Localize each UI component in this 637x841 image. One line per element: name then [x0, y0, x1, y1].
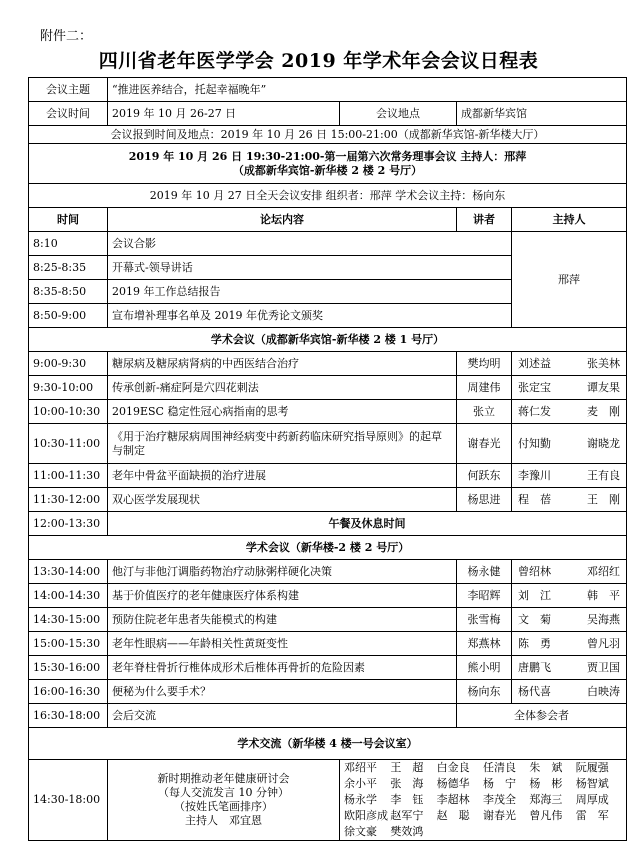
participant-name: 杨 宁 — [483, 777, 517, 790]
session-hosts — [512, 424, 627, 464]
host-1: 程 蓓 — [518, 492, 551, 506]
opening-topic: 会议合影 — [108, 232, 512, 256]
session-hosts — [512, 608, 627, 632]
header-topic: 论坛内容 — [108, 208, 457, 232]
host-1: 杨代喜 — [518, 684, 551, 698]
session-hosts — [512, 584, 627, 608]
opening-row — [29, 232, 627, 256]
opening-topic: 开幕式-领导讲话 — [108, 256, 512, 280]
participant-name: 曾凡伟 — [529, 809, 563, 822]
opening-time: 8:25-8:35 — [29, 256, 108, 280]
opening-host: 邢萍 — [512, 232, 627, 328]
session-topic: 双心医学发展现状 — [108, 488, 457, 512]
session-topic: 糖尿病及糖尿病肾病的中西医结合治疗 — [108, 352, 457, 376]
participant-name: 杨智斌 — [575, 777, 609, 790]
participant-name: 任清良 — [483, 761, 517, 774]
session-time: 14:30-15:00 — [29, 608, 108, 632]
session-time: 11:30-12:00 — [29, 488, 108, 512]
participant-name: 杨 彬 — [529, 777, 563, 790]
participant-name: 赵军宁 — [390, 809, 424, 822]
opening-topic: 宣布增补理事名单及 2019 年优秀论文颁奖 — [108, 304, 512, 328]
host-2: 王有良 — [587, 468, 621, 482]
closing-time: 16:30-18:00 — [29, 704, 108, 728]
lunch-time: 12:00-13:30 — [29, 512, 108, 536]
host-1: 陈 勇 — [518, 636, 551, 650]
session-row — [29, 560, 627, 584]
forum-desc-line: （每人交流发言 10 分钟） — [158, 786, 289, 799]
forum-participants — [340, 760, 627, 841]
session-hosts — [512, 488, 627, 512]
session-topic: 他汀与非他汀调脂药物治疗动脉粥样硬化决策 — [108, 560, 457, 584]
lunch-label: 午餐及休息时间 — [108, 512, 627, 536]
session-time: 16:00-16:30 — [29, 680, 108, 704]
session-topic: 老年性眼病——年龄相关性黄斑变性 — [108, 632, 457, 656]
schedule-table — [28, 77, 627, 841]
session-row — [29, 656, 627, 680]
participant-name: 周厚成 — [575, 793, 609, 806]
closing-attendees: 全体参会者 — [457, 704, 627, 728]
participant-name: 欧阳彦成 — [344, 809, 388, 822]
participant-name: 阮履强 — [575, 761, 609, 774]
session-topic: 传承创新-痛症阿是穴四花刺法 — [108, 376, 457, 400]
header-speaker: 讲者 — [457, 208, 512, 232]
participant-name: 王 超 — [390, 761, 424, 774]
participant-name: 邓绍平 — [344, 761, 377, 774]
section2-title: 学术会议（新华楼-2 楼 2 号厅） — [29, 536, 627, 560]
session-row — [29, 584, 627, 608]
host-2: 邓绍红 — [587, 564, 621, 578]
participant-name: 李茂全 — [483, 793, 517, 806]
participant-name: 谢春光 — [483, 809, 517, 822]
host-1: 付知勤 — [518, 436, 551, 450]
session-hosts — [512, 376, 627, 400]
host-1: 张定宝 — [518, 380, 551, 394]
session-hosts — [512, 560, 627, 584]
participant-name: 郑海三 — [529, 793, 563, 806]
session-hosts — [512, 656, 627, 680]
theme-row — [29, 78, 627, 102]
header-time: 时间 — [29, 208, 108, 232]
host-2: 张美林 — [587, 356, 621, 370]
session-speaker: 杨永健 — [457, 560, 512, 584]
session-row — [29, 632, 627, 656]
participant-name: 杨德华 — [436, 777, 470, 790]
session-speaker: 樊均明 — [457, 352, 512, 376]
session-hosts — [512, 352, 627, 376]
forum-desc-line: （按姓氏笔画排序） — [174, 800, 273, 813]
host-2: 韩 平 — [587, 588, 621, 602]
opening-time: 8:50-9:00 — [29, 304, 108, 328]
session-hosts — [512, 400, 627, 424]
session-speaker: 何跃东 — [457, 464, 512, 488]
time-value: 2019 年 10 月 26-27 日 — [108, 102, 340, 126]
session-time: 14:00-14:30 — [29, 584, 108, 608]
host-2: 贾卫国 — [587, 660, 621, 674]
session-hosts — [512, 464, 627, 488]
session-row — [29, 400, 627, 424]
closing-row — [29, 704, 627, 728]
host-1: 蒋仁发 — [518, 404, 551, 418]
participant-name: 徐文豪 — [344, 825, 377, 838]
forum-desc-line: 主持人 邓宜恩 — [185, 814, 262, 827]
attachment-label: 附件二： — [40, 29, 93, 44]
session-speaker: 张雪梅 — [457, 608, 512, 632]
session-time: 9:30-10:00 — [29, 376, 108, 400]
council-line-2: （成都新华宾馆-新华楼 2 楼 2 号厅） — [232, 163, 423, 177]
session-topic: 基于价值医疗的老年健康医疗体系构建 — [108, 584, 457, 608]
participant-name: 杨永学 — [344, 793, 377, 806]
host-2: 麦 刚 — [587, 404, 621, 418]
session-topic: 便秘为什么要手术？ — [108, 680, 457, 704]
session-row — [29, 352, 627, 376]
checkin-info: 会议报到时间及地点：2019 年 10 月 26 日 15:00-21:00（成都新华宾馆-新华楼大厅） — [29, 126, 627, 144]
session-speaker: 杨思进 — [457, 488, 512, 512]
host-1: 李豫川 — [518, 468, 551, 482]
participant-name: 白金良 — [436, 761, 470, 774]
opening-topic: 2019 年工作总结报告 — [108, 280, 512, 304]
session-row — [29, 376, 627, 400]
theme-value: “推进医养结合，托起幸福晚年” — [108, 78, 627, 102]
page-title: 四川省老年医学学会 2019 年学术年会会议日程表 — [98, 50, 539, 72]
place-value: 成都新华宾馆 — [457, 102, 627, 126]
participant-name: 雷 军 — [575, 809, 609, 822]
council-meeting — [29, 144, 627, 184]
day2-info: 2019 年 10 月 27 日全天会议安排 组织者：邢萍 学术会议主持：杨向东 — [29, 184, 627, 208]
session-hosts — [512, 680, 627, 704]
session-speaker: 熊小明 — [457, 656, 512, 680]
time-label: 会议时间 — [29, 102, 108, 126]
session-hosts — [512, 632, 627, 656]
host-1: 曾绍林 — [518, 564, 551, 578]
theme-label: 会议主题 — [29, 78, 108, 102]
participant-name: 李 钰 — [390, 793, 424, 806]
participant-name: 李超林 — [436, 793, 470, 806]
participant-name: 樊效鸿 — [390, 825, 424, 838]
time-place-row — [29, 102, 627, 126]
header-row — [29, 208, 627, 232]
session-time: 13:30-14:00 — [29, 560, 108, 584]
host-1: 文 菊 — [518, 612, 551, 626]
forum-time: 14:30-18:00 — [29, 760, 108, 841]
session-row — [29, 488, 627, 512]
participant-list — [344, 761, 622, 839]
header-host: 主持人 — [512, 208, 627, 232]
session-speaker: 杨向东 — [457, 680, 512, 704]
host-1: 刘述益 — [518, 356, 551, 370]
session-time: 11:00-11:30 — [29, 464, 108, 488]
forum-row — [29, 760, 627, 841]
opening-time: 8:10 — [29, 232, 108, 256]
participant-name: 张 海 — [390, 777, 424, 790]
closing-topic: 会后交流 — [108, 704, 457, 728]
session-row — [29, 424, 627, 464]
session-topic: 2019ESC 稳定性冠心病指南的思考 — [108, 400, 457, 424]
session-speaker: 李昭辉 — [457, 584, 512, 608]
session-row — [29, 608, 627, 632]
session-topic: 老年中骨盆平面缺损的治疗进展 — [108, 464, 457, 488]
host-2: 白映涛 — [587, 684, 621, 698]
host-2: 王 刚 — [587, 492, 621, 506]
session-time: 9:00-9:30 — [29, 352, 108, 376]
host-1: 刘 江 — [518, 588, 551, 602]
host-2: 曾凡羽 — [587, 636, 621, 650]
session-speaker: 张立 — [457, 400, 512, 424]
council-line-1: 2019 年 10 月 26 日 19:30-21:00-第一届第六次常务理事会议 主持人：邢萍 — [128, 149, 527, 163]
forum-description — [108, 760, 340, 841]
session-time: 10:30-11:00 — [29, 424, 108, 464]
session-speaker: 谢春光 — [457, 424, 512, 464]
participant-name: 赵 聪 — [436, 809, 470, 822]
section3-title: 学术交流（新华楼 4 楼一号会议室） — [29, 728, 627, 760]
participant-name: 朱 斌 — [529, 761, 563, 774]
section1-title: 学术会议（成都新华宾馆-新华楼 2 楼 1 号厅） — [29, 328, 627, 352]
host-2: 谢晓龙 — [587, 436, 621, 450]
place-label: 会议地点 — [340, 102, 457, 126]
forum-desc-line: 新时期推动老年健康研讨会 — [157, 772, 290, 785]
host-2: 吴海燕 — [587, 612, 621, 626]
session-speaker: 周建伟 — [457, 376, 512, 400]
session-time: 15:30-16:00 — [29, 656, 108, 680]
session-speaker: 郑燕林 — [457, 632, 512, 656]
lunch-row — [29, 512, 627, 536]
host-2: 谭友果 — [587, 380, 621, 394]
session-row — [29, 680, 627, 704]
session-topic: 《用于治疗糖尿病周围神经病变中药新药临床研究指导原则》的起草与制定 — [108, 424, 457, 464]
opening-time: 8:35-8:50 — [29, 280, 108, 304]
session-topic: 预防住院老年患者失能模式的构建 — [108, 608, 457, 632]
session-time: 10:00-10:30 — [29, 400, 108, 424]
session-row — [29, 464, 627, 488]
participant-name: 余小平 — [344, 777, 377, 790]
host-1: 唐鹏飞 — [518, 660, 551, 674]
session-time: 15:00-15:30 — [29, 632, 108, 656]
session-topic: 老年脊柱骨折行椎体成形术后椎体再骨折的危险因素 — [108, 656, 457, 680]
